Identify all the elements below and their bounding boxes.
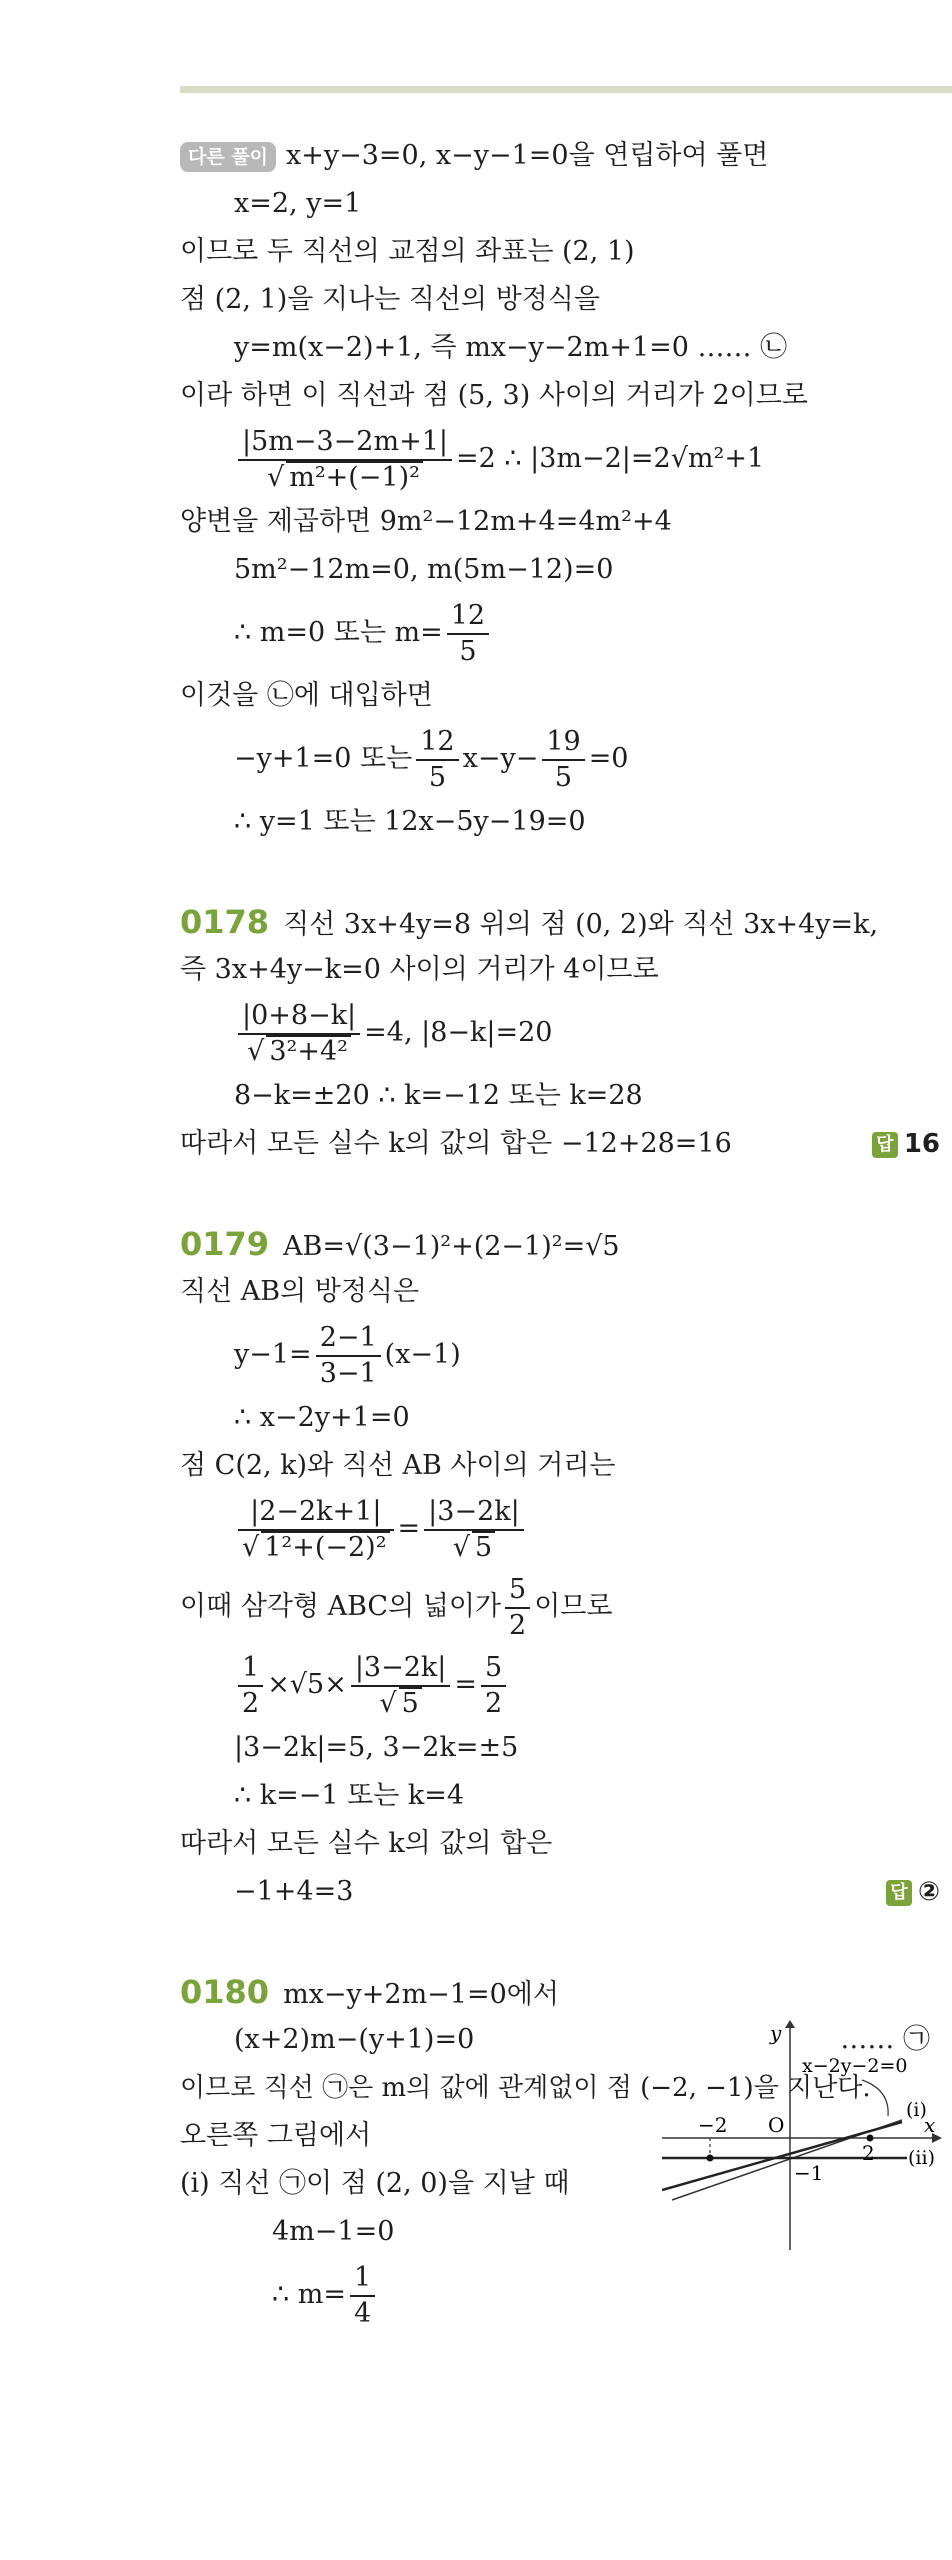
distance-fraction: $\frac{|2-2k+1|}{\text{√ 1²+(−2)²}}$ xyxy=(238,1495,394,1565)
alt-solution-badge: 다른 풀이 xyxy=(180,142,276,172)
label-ii: (ii) xyxy=(908,2147,935,2169)
problem-0178-line-1: 0178 직선 3x+4y=8 위의 점 (0, 2)와 직선 3x+4y=k, xyxy=(180,903,879,941)
problem-0179-line-8: $\frac{1}{2}$ ×√5× $\frac{|3-2k|}{√ 5}$ = $\frac{5}{2}$ xyxy=(180,1646,940,1724)
problem-0179-line-11: 따라서 모든 실수 k의 값의 합은 xyxy=(180,1828,553,1859)
y-axis-label: y xyxy=(770,2021,782,2045)
tick-2: 2 xyxy=(862,2141,875,2165)
solution-content xyxy=(180,132,940,2334)
problem-0180-line-2: (x+2)m−(y+1)=0 …… ㉠ xyxy=(180,2016,940,2064)
tick-neg2: −2 xyxy=(698,2113,728,2137)
half-fraction: $\frac{1}{2}$ xyxy=(238,1651,263,1721)
slope-fraction: $\frac{2-1}{3-1}$ xyxy=(316,1321,381,1391)
problem-0179-line-5: 점 C(2, k)와 직선 AB 사이의 거리는 xyxy=(180,1450,616,1481)
problem-0178-line-2: 즉 3x+4y−k=0 사이의 거리가 4이므로 xyxy=(180,954,659,985)
alt-line-6: 이라 하면 이 직선과 점 (5, 3) 사이의 거리가 2이므로 xyxy=(180,380,808,411)
height-fraction: $\frac{|3-2k|}{√ 5}$ xyxy=(351,1651,451,1721)
alt-line-1: 다른 풀이 x+y−3=0, x−y−1=0을 연립하여 풀면 xyxy=(180,132,940,180)
problem-0179-line-1: 0179 AB=√(3−1)²+(2−1)²=√5 xyxy=(180,1225,620,1263)
problem-0180-line-4: 오른쪽 그림에서 xyxy=(180,2120,372,2151)
label-i: (i) xyxy=(906,2099,927,2121)
alt-line-7: $\frac{|5m-3-2m+1|}{\text{√ m²+(−1)²}}$ =2 ∴ |3m−2|=2√m²+1 xyxy=(180,420,940,498)
problem-0178-line-3: $\frac{|0+8-k|}{\text{√ 3²+4²}}$ =4, |8−k|=20 xyxy=(180,994,940,1072)
problem-0179-line-2: 직선 AB의 방정식은 xyxy=(180,1276,420,1307)
problem-number: 0179 xyxy=(180,1225,270,1263)
problem-0178-line-5: 따라서 모든 실수 k의 값의 합은 −12+28=16 답 16 xyxy=(180,1120,940,1168)
problem-0178-line-4: 8−k=±20 ∴ k=−12 또는 k=28 xyxy=(234,1080,643,1111)
equation-marker: …… ㉠ xyxy=(840,2024,930,2055)
problem-number: 0180 xyxy=(180,1973,270,2011)
problem-0180-line-3: 이므로 직선 ㉠은 m의 값에 관계없이 점 (−2, −1)을 지난다. xyxy=(180,2073,871,2103)
m-fraction: $\frac{12}{5}$ xyxy=(447,599,489,669)
alt-line-11: 이것을 ㉡에 대입하면 xyxy=(180,680,433,711)
area-fraction: $\frac{5}{2}$ xyxy=(481,1651,506,1721)
alt-line-8: 양변을 제곱하면 9m²−12m+4=4m²+4 xyxy=(180,506,672,537)
alt-line-9: 5m²−12m=0, m(5m−12)=0 xyxy=(234,554,614,585)
alt-line-13: ∴ y=1 또는 12x−5y−19=0 xyxy=(234,806,586,837)
problem-0179-line-12: −1+4=3 답 ② xyxy=(180,1868,940,1916)
frac-19-5: $\frac{19}{5}$ xyxy=(542,725,584,795)
distance-fraction: $\frac{|0+8-k|}{\text{√ 3²+4²}}$ xyxy=(238,999,360,1069)
line-equation-label: x−2y−2=0 xyxy=(802,2055,908,2077)
area-fraction: $\frac{5}{2}$ xyxy=(505,1573,530,1643)
alt-line-5: y=m(x−2)+1, 즉 mx−y−2m+1=0 …… ㉡ xyxy=(234,332,788,363)
problem-0180-line-7: ∴ m= $\frac{1}{4}$ xyxy=(180,2256,940,2334)
coordinate-graph xyxy=(662,2020,942,2250)
y-axis-arrow xyxy=(785,2020,795,2028)
origin-label: O xyxy=(768,2113,785,2137)
x-axis-label: x xyxy=(924,2113,936,2137)
problem-number: 0178 xyxy=(180,903,270,941)
m-fraction: $\frac{1}{4}$ xyxy=(350,2261,375,2331)
problem-0180-line-5: (i) 직선 ㉠이 점 (2, 0)을 지날 때 xyxy=(180,2168,570,2199)
point-neg2-neg1 xyxy=(707,2155,714,2162)
problem-0179-line-3: y−1= $\frac{2-1}{3-1}$ (x−1) xyxy=(234,1321,461,1389)
alt-line-10: ∴ m=0 또는 m= $\frac{12}{5}$ xyxy=(180,594,940,672)
problem-0179-line-9: |3−2k|=5, 3−2k=±5 xyxy=(234,1732,519,1763)
problem-0179-line-7: 이때 삼각형 ABC의 넓이가 $\frac{5}{2}$ 이므로 xyxy=(180,1573,613,1641)
problem-0179-line-4: ∴ x−2y+1=0 xyxy=(234,1402,410,1433)
frac-12-5: $\frac{12}{5}$ xyxy=(416,725,458,795)
problem-0179-line-6: $\frac{|2-2k+1|}{\text{√ 1²+(−2)²}}$ = $\frac{|3-2k|}{√ 5}$ xyxy=(180,1490,940,1568)
tick-neg1: −1 xyxy=(794,2161,824,2185)
problem-0180-line-1: 0180 mx−y+2m−1=0에서 xyxy=(180,1973,559,2011)
top-divider xyxy=(180,86,952,93)
alt-line-4: 점 (2, 1)을 지나는 직선의 방정식을 xyxy=(180,284,600,315)
problem-0180-line-6: 4m−1=0 xyxy=(272,2216,395,2247)
alt-line-12: −y+1=0 또는 $\frac{12}{5}$ x−y− $\frac{19}{5}$ =0 xyxy=(234,725,629,793)
alt-line-2: x=2, y=1 xyxy=(234,188,362,219)
alt-line-3: 이므로 두 직선의 교점의 좌표는 (2, 1) xyxy=(180,236,635,267)
answer-mark: 답 ② xyxy=(886,1868,940,1916)
pointer-curve xyxy=(862,2080,888,2116)
problem-0179-line-10: ∴ k=−1 또는 k=4 xyxy=(234,1780,465,1811)
distance-fraction: $\frac{|5m-3-2m+1|}{\text{√ m²+(−1)²}}$ xyxy=(238,425,452,495)
answer-mark: 답 16 xyxy=(872,1120,940,1168)
distance-fraction-simplified: $\frac{|3-2k|}{√ 5}$ xyxy=(424,1495,524,1565)
